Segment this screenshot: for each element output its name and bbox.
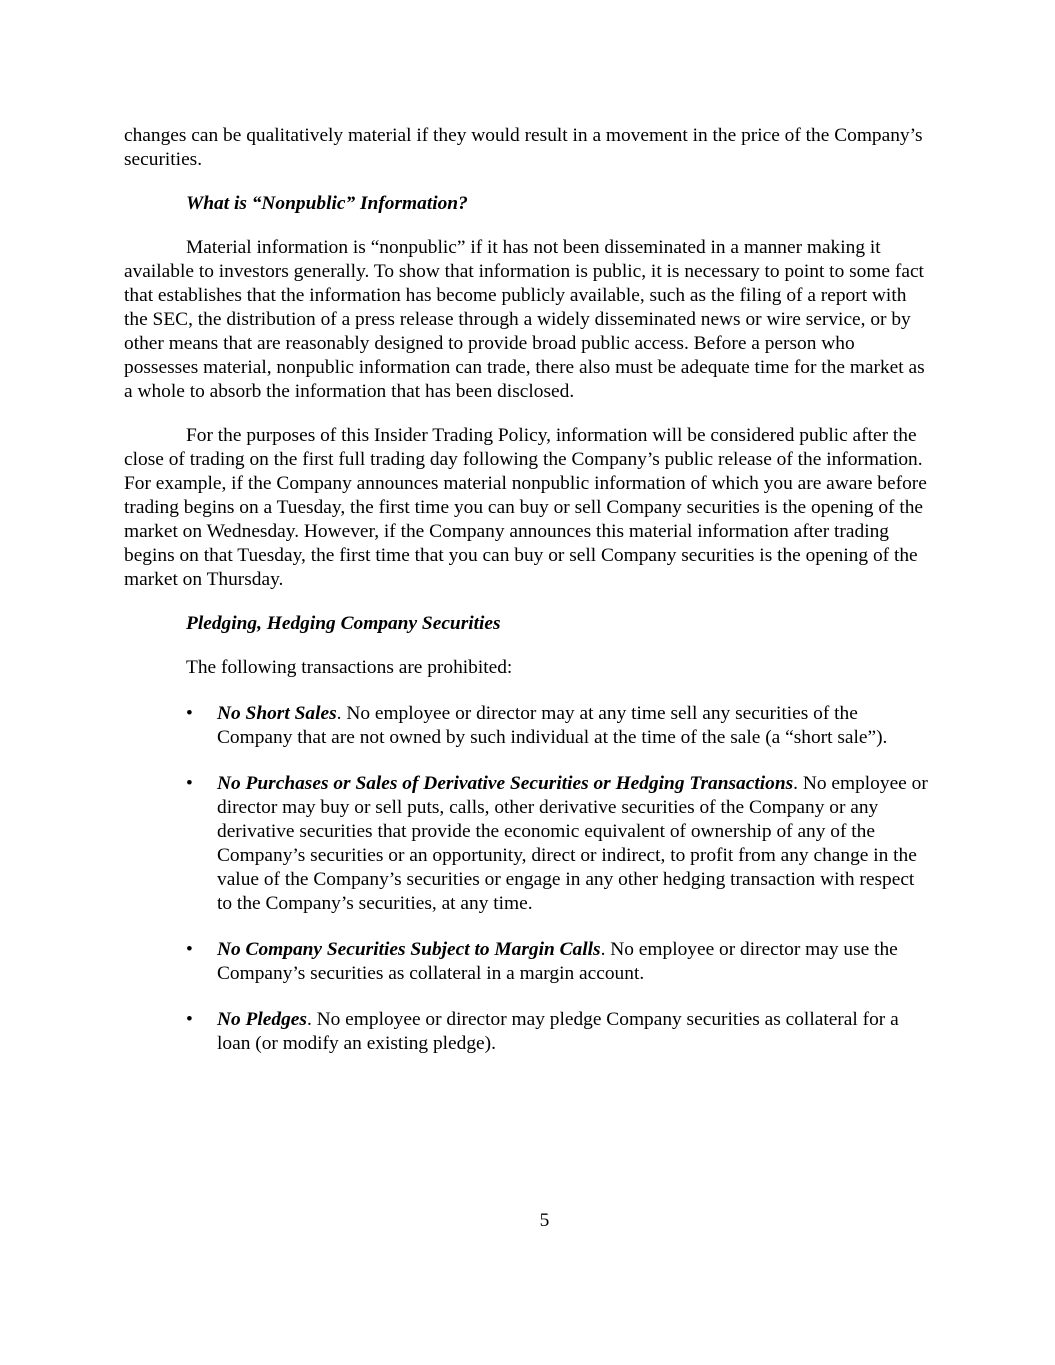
paragraph-nonpublic-definition: Material information is “nonpublic” if it has not been disseminated in a manner making it available to investors generally. To show that information is public, it is necessary to point to some fact that establishes that the information has become publicly available, such as the filing of a report with the SEC, the distribution of a press release through a widely disseminated news or wire service, or by other means that are reasonably designed to provide broad public access. Before a person who possesses material, nonpublic information can trade, there also must be adequate time for the market as a whole to absorb the information that has been disclosed.: [124, 237, 925, 402]
item-term: No Company Securities Subject to Margin Calls: [217, 939, 601, 960]
item-term: No Short Sales: [217, 703, 337, 724]
item-term: No Pledges: [217, 1009, 307, 1030]
item-text: . No employee or director may pledge Company securities as collateral for a loan (or modify an existing pledge).: [217, 1009, 899, 1054]
list-item-derivatives-hedging: [124, 772, 930, 916]
item-text: . No employee or director may use the Company’s securities as collateral in a margin account.: [217, 939, 898, 984]
continuation-paragraph: changes can be qualitatively material if they would result in a movement in the price of the Company’s securities.: [124, 125, 923, 170]
section-heading-pledging: Pledging, Hedging Company Securities: [186, 613, 501, 634]
list-item-pledges: [124, 1008, 930, 1056]
prohibited-transactions-list: [124, 702, 930, 1056]
prohibited-transactions-intro: The following transactions are prohibited:: [186, 657, 513, 678]
document-page: [124, 124, 930, 1078]
item-text: . No employee or director may buy or sell puts, calls, other derivative securities of the Company or any derivative securities that provide the economic equivalent of ownership of any of the Company’s securities or an opportunity, direct or indirect, to profit from any change in the value of the Company’s securities or engage in any other hedging transaction with respect to the Company’s securities, at any time.: [217, 773, 928, 914]
paragraph-public-timing: For the purposes of this Insider Trading Policy, information will be considered public after the close of trading on the first full trading day following the Company’s public release of the information. For example, if the Company announces material nonpublic information of which you are aware before trading begins on a Tuesday, the first time you can buy or sell Company securities is the opening of the market on Wednesday. However, if the Company announces this material information after trading begins on that Tuesday, the first time that you can buy or sell Company securities is the opening of the market on Thursday.: [124, 425, 927, 590]
bullet-icon: •: [186, 1009, 193, 1030]
bullet-icon: •: [186, 773, 193, 794]
bullet-icon: •: [186, 939, 193, 960]
page-number: 5: [539, 1210, 550, 1231]
list-item-short-sales: [124, 702, 930, 750]
item-term: No Purchases or Sales of Derivative Securities or Hedging Transactions: [217, 773, 794, 794]
section-heading-nonpublic: What is “Nonpublic” Information?: [186, 193, 468, 214]
bullet-icon: •: [186, 703, 193, 724]
list-item-margin-calls: [124, 938, 930, 986]
item-text: . No employee or director may at any time sell any securities of the Company that are not owned by such individual at the time of the sale (a “short sale”).: [217, 703, 888, 748]
